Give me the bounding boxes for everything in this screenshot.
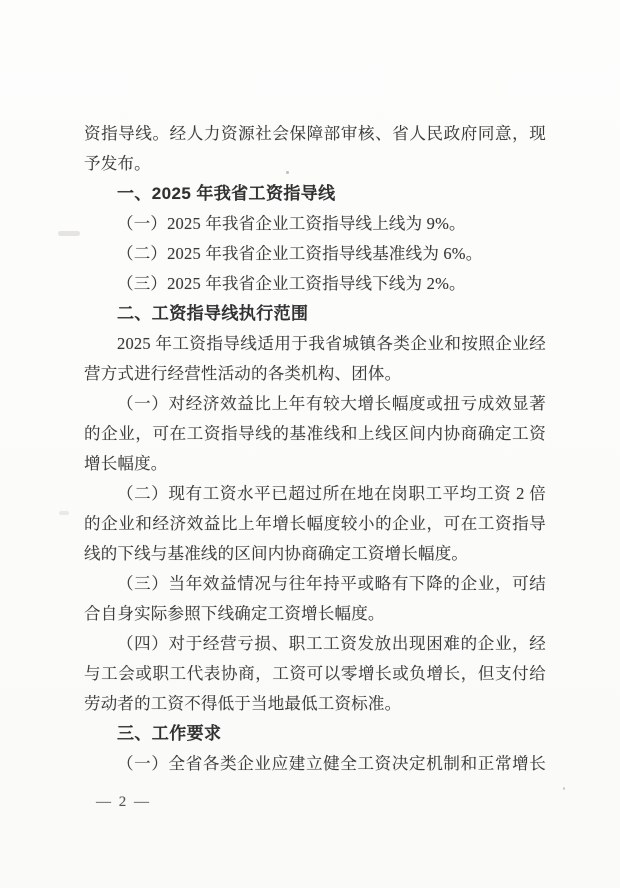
text-line: （二）2025 年我省企业工资指导线基准线为 6%。 <box>117 244 483 263</box>
text-line: 一、2025 年我省工资指导线 <box>117 184 336 203</box>
text-line: 三、工作要求 <box>117 724 222 743</box>
page-number: — 2 — <box>96 794 151 810</box>
paragraph <box>84 269 546 299</box>
text-line: 线的下线与基准线的区间内协商确定工资增长幅度。 <box>84 544 469 563</box>
paragraph <box>84 629 546 719</box>
text-line: 营方式进行经营性活动的各类机构、团体。 <box>84 364 402 383</box>
text-line: 合自身实际参照下线确定工资增长幅度。 <box>84 604 385 623</box>
paragraph <box>84 749 546 779</box>
text-line: （一）2025 年我省企业工资指导线上线为 9%。 <box>117 214 466 233</box>
document-body <box>84 119 546 779</box>
scan-smudge <box>59 511 69 515</box>
text-line: 资指导线。经人力资源社会保障部审核、省人民政府同意，现 <box>84 124 546 143</box>
text-line: 予发布。 <box>84 154 151 173</box>
paragraph <box>84 119 546 179</box>
paragraph <box>84 209 546 239</box>
text-line: 的企业，可在工资指导线的基准线和上线区间内协商确定工资 <box>84 424 546 443</box>
text-line: （二）现有工资水平已超过所在地在岗职工平均工资 2 倍 <box>117 484 546 503</box>
section-heading <box>84 299 546 329</box>
scan-speck <box>563 787 565 790</box>
text-line: （三）2025 年我省企业工资指导线下线为 2%。 <box>117 274 466 293</box>
text-line: 二、工资指导线执行范围 <box>117 304 309 323</box>
paragraph <box>84 239 546 269</box>
paragraph <box>84 329 546 389</box>
paragraph <box>84 479 546 569</box>
text-line: （三）当年效益情况与往年持平或略有下降的企业，可结 <box>117 574 546 593</box>
text-line: 与工会或职工代表协商，工资可以零增长或负增长，但支付给 <box>84 664 546 683</box>
text-line: （一）全省各类企业应建立健全工资决定机制和正常增长 <box>117 754 546 773</box>
text-line: （一）对经济效益比上年有较大增长幅度或扭亏成效显著 <box>117 394 546 413</box>
text-line: 2025 年工资指导线适用于我省城镇各类企业和按照企业经 <box>117 334 546 353</box>
paragraph <box>84 389 546 479</box>
paragraph <box>84 569 546 629</box>
text-line: 增长幅度。 <box>84 454 168 473</box>
scan-smudge <box>58 231 80 236</box>
section-heading <box>84 179 546 209</box>
scan-speck <box>286 171 289 174</box>
text-line: 劳动者的工资不得低于当地最低工资标准。 <box>84 694 402 713</box>
section-heading <box>84 719 546 749</box>
text-line: 的企业和经济效益比上年增长幅度较小的企业，可在工资指导 <box>84 514 546 533</box>
text-line: （四）对于经营亏损、职工工资发放出现困难的企业，经 <box>117 634 546 653</box>
